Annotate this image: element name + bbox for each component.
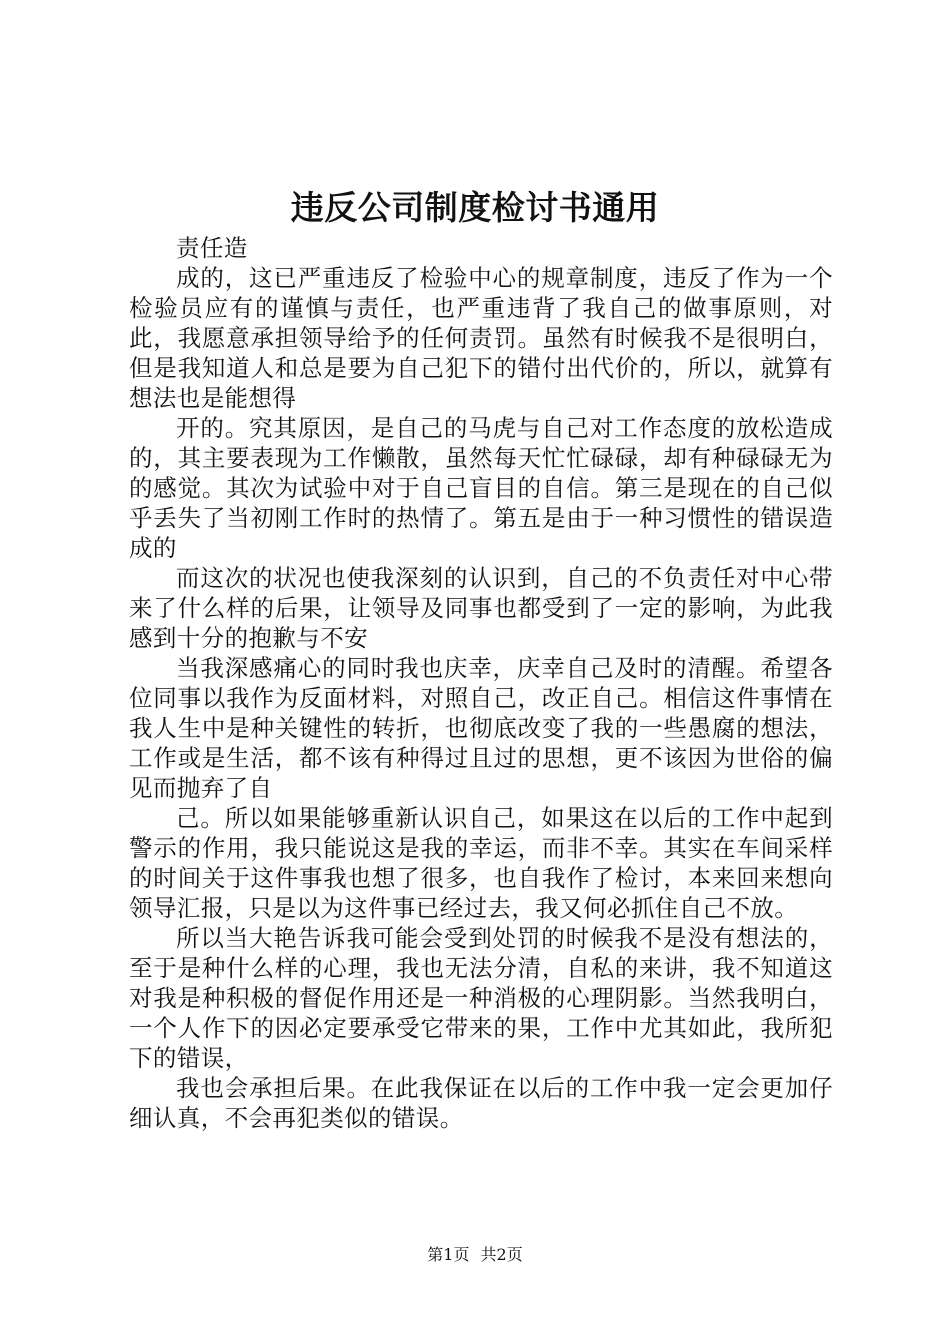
page-number-current: 第1页 — [427, 1245, 470, 1264]
paragraph: 开的。究其原因，是自己的马虎与自己对工作态度的放松造成的，其主要表现为工作懒散，虽然每天忙忙碌碌，却有种碌碌无为的感觉。其次为试验中对于自己盲目的自信。第三是现在的自己似乎丢失了当初刚工作时的热情了。第五是由于一种习惯性的错误造成的 — [129, 414, 833, 562]
paragraph: 成的，这已严重违反了检验中心的规章制度，违反了作为一个检验员应有的谨慎与责任，也严重违背了我自己的做事原则，对此，我愿意承担领导给予的任何责罚。虽然有时候我不是很明白，但是我知道人和总是要为自己犯下的错付出代价的，所以，就算有想法也是能想得 — [129, 264, 833, 412]
paragraph: 责任造 — [176, 234, 248, 262]
paragraph: 当我深感痛心的同时我也庆幸，庆幸自己及时的清醒。希望各位同事以我作为反面材料，对照自己，改正自己。相信这件事情在我人生中是种关键性的转折，也彻底改变了我的一些愚腐的想法，工作或是生活，都不该有种得过且过的思想，更不该因为世俗的偏见而抛弃了自 — [129, 654, 833, 802]
paragraph: 所以当大艳告诉我可能会受到处罚的时候我不是没有想法的，至于是种什么样的心理，我也无法分清，自私的来讲，我不知道这对我是种积极的督促作用还是一种消极的心理阴影。当然我明白，一个人作下的因必定要承受它带来的果，工作中尤其如此，我所犯下的错误， — [129, 924, 833, 1072]
paragraph: 而这次的状况也使我深刻的认识到，自己的不负责任对中心带来了什么样的后果，让领导及同事也都受到了一定的影响，为此我感到十分的抱歉与不安 — [129, 564, 833, 652]
paragraph: 己。所以如果能够重新认识自己，如果这在以后的工作中起到警示的作用，我只能说这是我的幸运，而非不幸。其实在车间采样的时间关于这件事我也想了很多，也自我作了检讨，本来回来想向领导汇报，只是以为这件事已经过去，我又何必抓住自己不放。 — [129, 804, 833, 922]
document-title: 违反公司制度检讨书通用 — [290, 188, 660, 227]
paragraph: 我也会承担后果。在此我保证在以后的工作中我一定会更加仔细认真，不会再犯类似的错误。 — [129, 1074, 833, 1132]
document-body — [129, 233, 833, 1133]
page-footer — [0, 1244, 950, 1266]
page-number-total: 共2页 — [480, 1245, 523, 1264]
